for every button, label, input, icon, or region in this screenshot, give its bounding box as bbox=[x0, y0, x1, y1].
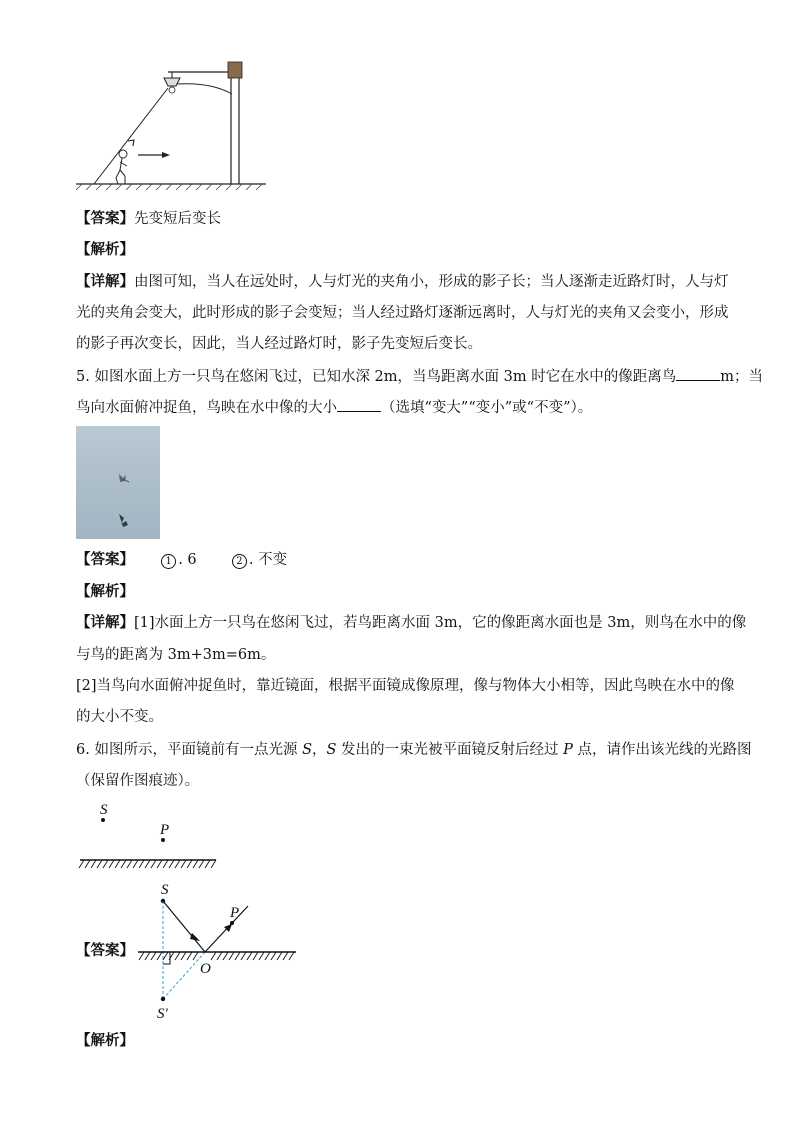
q5-stem-line-2 bbox=[76, 397, 592, 418]
answer-label-s-image: S′ bbox=[157, 1006, 168, 1022]
incident-ray bbox=[163, 901, 205, 952]
stem-text: 6. 如图所示，平面镜前有一点光源 bbox=[76, 742, 303, 758]
stem-text: 5. 如图水面上方一只鸟在悠闲飞过，已知水深 2m，当鸟距离水面 3m 时它在水中的像距离鸟 bbox=[76, 369, 677, 385]
q5-analysis-tag: 【解析】 bbox=[76, 583, 134, 600]
q6-analysis-tag: 【解析】 bbox=[76, 1032, 134, 1049]
answer-text: 先变短后变长 bbox=[134, 211, 221, 227]
label-p: P bbox=[160, 822, 170, 838]
answer-label-o: O bbox=[200, 961, 211, 977]
answer-1: . 6 bbox=[178, 552, 197, 568]
var-p: P bbox=[563, 742, 573, 758]
mirror-hatching bbox=[79, 860, 216, 868]
stem-separator: ， bbox=[312, 742, 327, 758]
label-s: S bbox=[100, 802, 108, 818]
answer-mirror-hatching bbox=[139, 952, 294, 960]
q5-detail-line-4: 的大小不变。 bbox=[76, 709, 163, 725]
q5-stem-line-1 bbox=[76, 366, 763, 387]
q6-answer-tag: 【答案】 bbox=[76, 942, 134, 959]
answer-1-number: 1 bbox=[161, 554, 176, 569]
q4-analysis-tag: 【解析】 bbox=[76, 241, 134, 258]
detail-tag: 【详解】 bbox=[76, 614, 134, 631]
q5-detail-line-3: [2]当鸟向水面俯冲捉鱼时，靠近镜面，根据平面镜成像原理，像与物体大小相等，因此鸟映在水中的像 bbox=[76, 678, 735, 694]
answer-2: . 不变 bbox=[248, 552, 288, 568]
answer-label-s: S bbox=[161, 882, 169, 898]
bird-over-water-photo bbox=[76, 426, 160, 539]
mirror-question-figure bbox=[76, 798, 226, 873]
q5-detail-line-2: 与鸟的距离为 3m+3m=6m。 bbox=[76, 647, 276, 663]
answer-tag: 【答案】 bbox=[76, 210, 134, 227]
stem-text-tail: 点，请作出该光线的光路图 bbox=[572, 742, 752, 758]
answer-tag: 【答案】 bbox=[76, 551, 134, 568]
var-s: S bbox=[326, 742, 337, 758]
q5-answer bbox=[76, 550, 287, 570]
var-s: S bbox=[302, 742, 312, 758]
answer-2-number: 2 bbox=[232, 554, 247, 569]
q6-stem-line-2: （保留作图痕迹）。 bbox=[76, 773, 200, 789]
q5-detail-line-1 bbox=[76, 613, 746, 633]
q6-stem-line-1 bbox=[76, 740, 752, 760]
street-lamp-figure bbox=[76, 58, 266, 190]
q4-detail-line-3: 的影子再次变长，因此，当人经过路灯时，影子先变短后变长。 bbox=[76, 336, 482, 352]
stem-text: 鸟向水面俯冲捉鱼，鸟映在水中像的大小 bbox=[76, 400, 337, 416]
incident-arrow bbox=[190, 933, 200, 941]
answer-label-p: P bbox=[230, 905, 240, 921]
q4-detail-line-1 bbox=[76, 272, 729, 292]
mirror-answer-figure bbox=[130, 878, 300, 1024]
q4-answer bbox=[76, 209, 221, 229]
answer-blank-2 bbox=[337, 397, 381, 412]
detail-text: 由图可知，当人在远处时，人与灯光的夹角小，形成的影子长；当人逐渐走近路灯时，人与灯 bbox=[134, 274, 729, 290]
stem-text: 发出的一束光被平面镜反射后经过 bbox=[336, 742, 564, 758]
stem-text-tail: m；当 bbox=[720, 369, 763, 385]
detail-tag: 【详解】 bbox=[76, 273, 134, 290]
answer-blank-1 bbox=[676, 366, 720, 381]
stem-text-tail: （选填“变大”“变小”或“不变”）。 bbox=[381, 400, 593, 416]
target-point bbox=[161, 838, 165, 842]
q4-detail-line-2: 光的夹角会变大，此时形成的影子会变短；当人经过路灯逐渐远离时，人与灯光的夹角又会变小，形成 bbox=[76, 305, 729, 321]
image-point bbox=[161, 997, 165, 1001]
detail-text: [1]水面上方一只鸟在悠闲飞过，若鸟距离水面 3m，它的像距离水面也是 3m，则鸟在水中的像 bbox=[134, 615, 747, 631]
source-point bbox=[101, 818, 105, 822]
